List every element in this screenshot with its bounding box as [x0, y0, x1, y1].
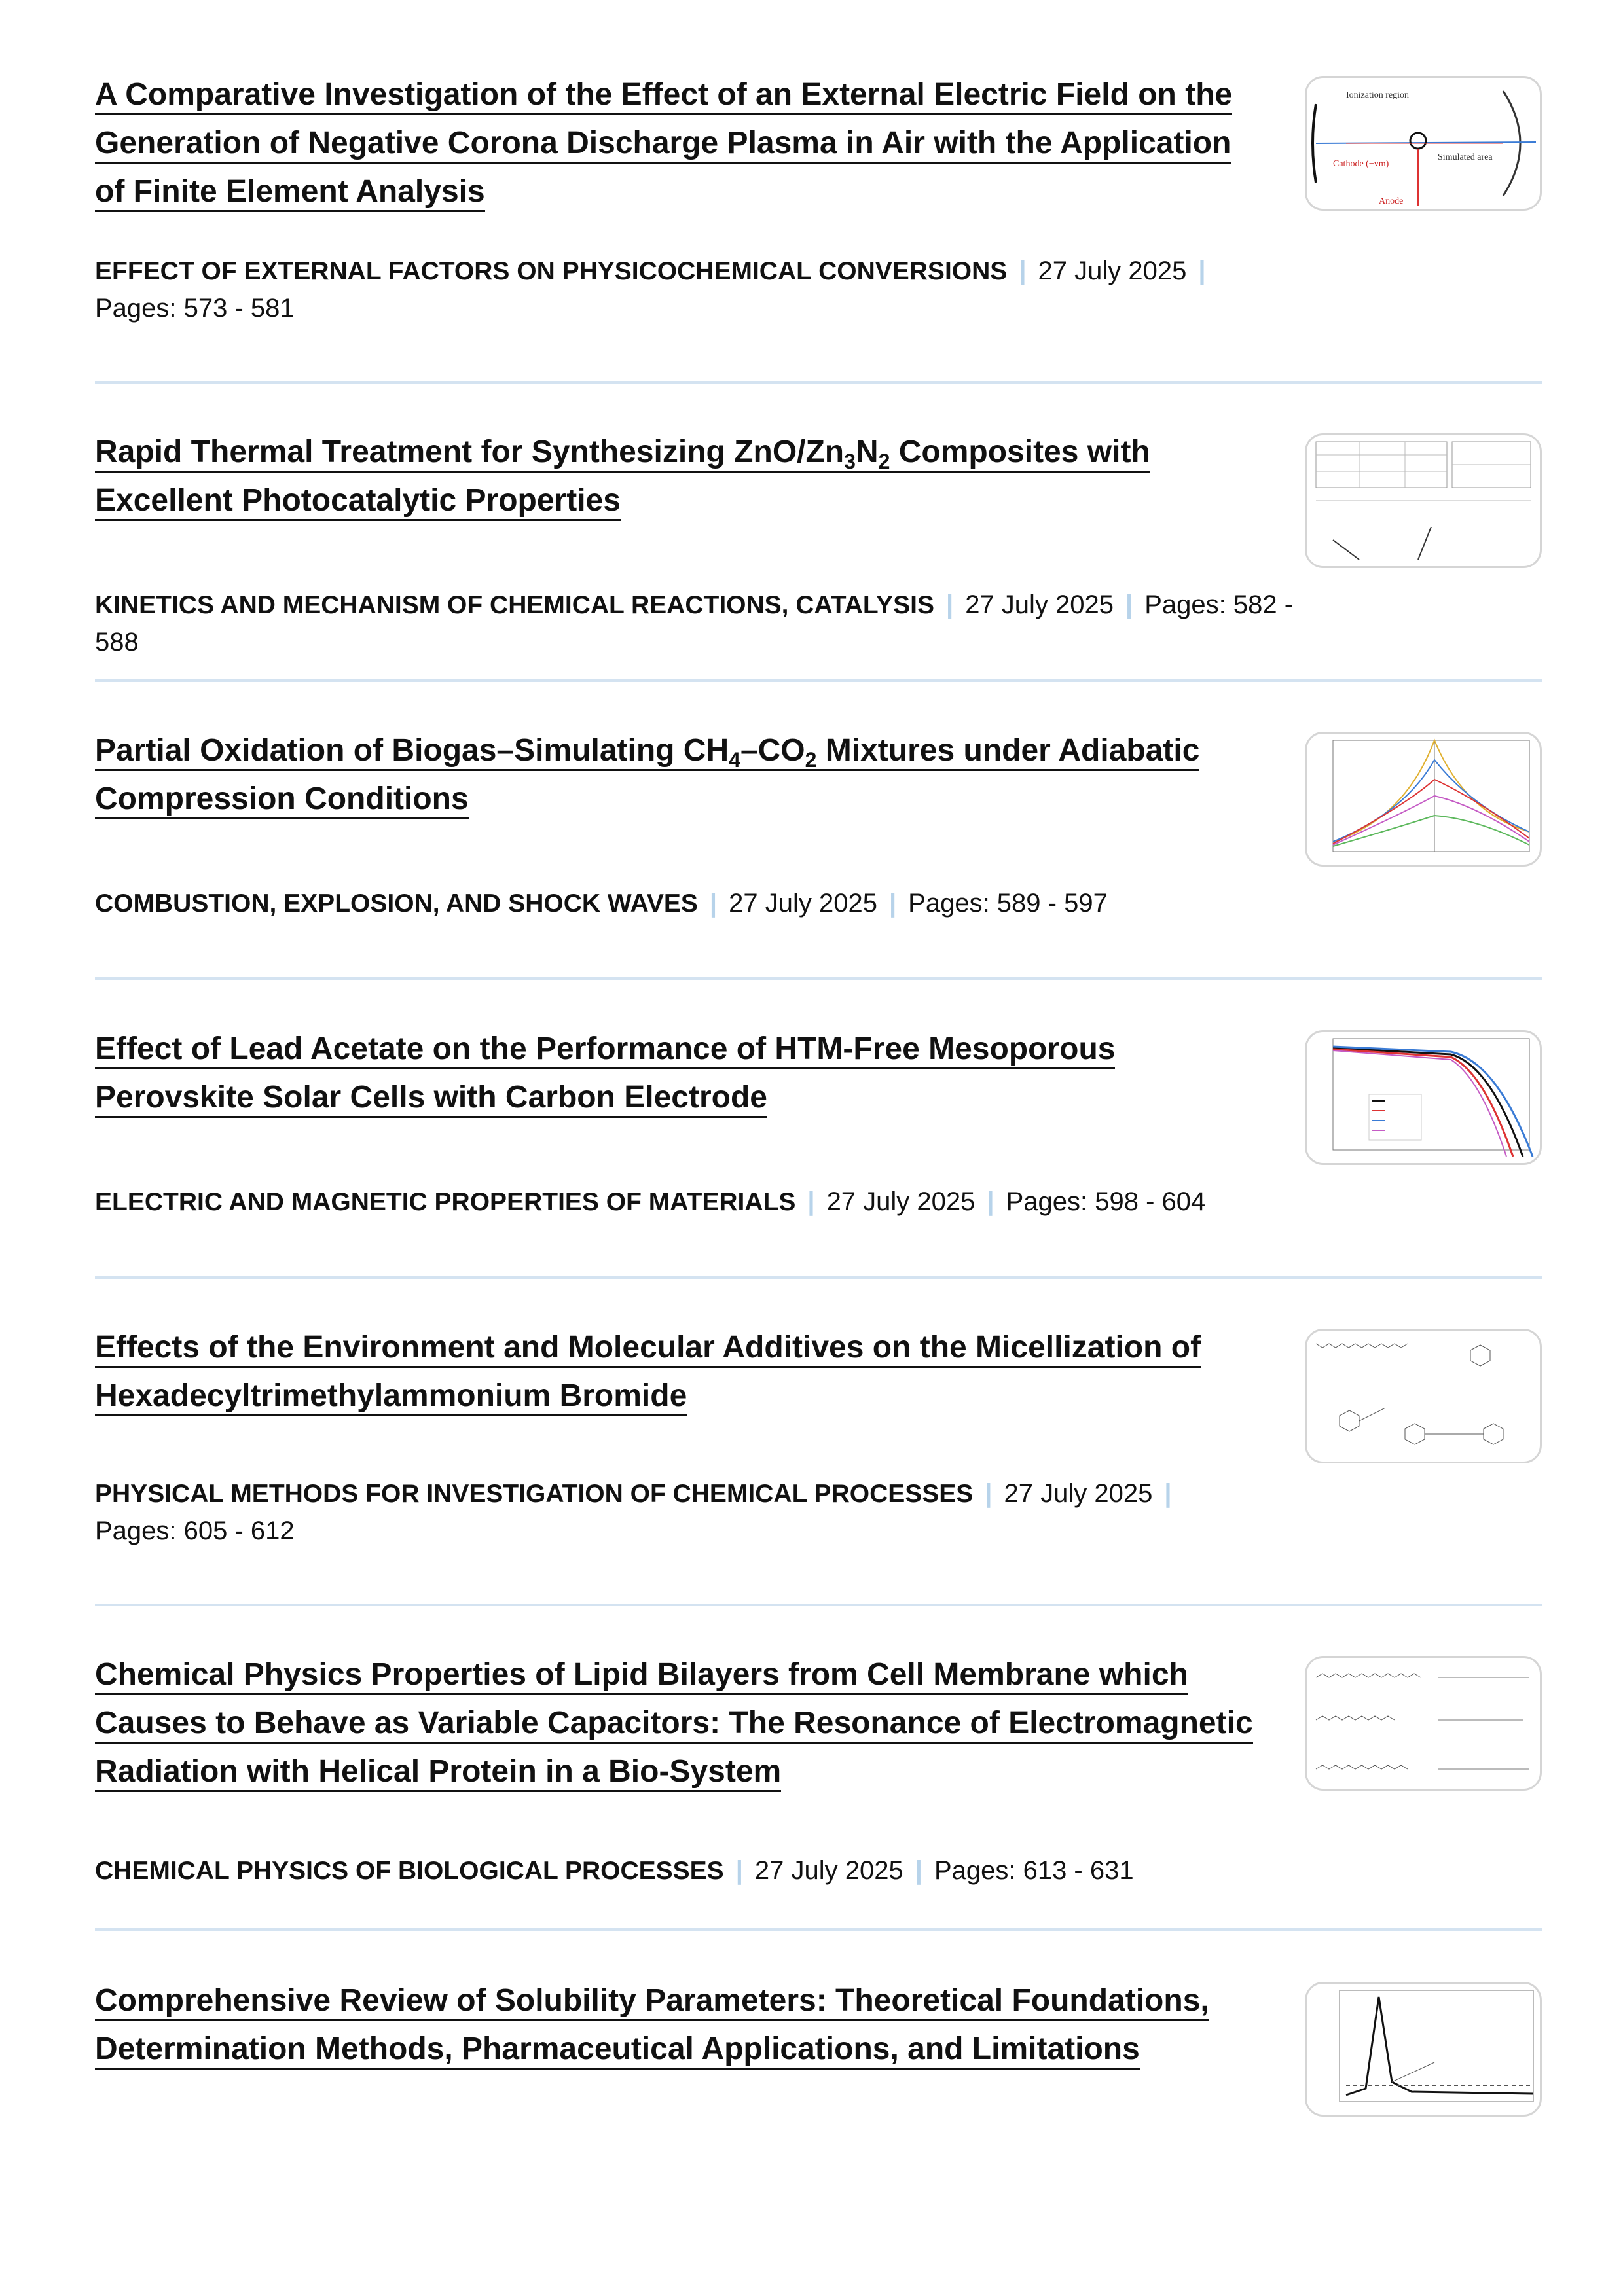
article-meta [95, 885, 1339, 922]
thumb-label-simulated: Simulated area [1438, 152, 1493, 162]
meta-separator: | [1198, 257, 1206, 285]
article-title [95, 71, 1260, 216]
article-title-link[interactable]: A Comparative Investigation of the Effect of an External Electric Field on the Generation of Negative Corona Discharge Plasma in Air with the Application of Finite Element Analysis [95, 77, 1232, 212]
article-item [95, 1977, 1542, 2173]
article-item [95, 1323, 1542, 1585]
thumb-label-anode: Anode [1379, 196, 1404, 206]
thumb-label-cathode: Cathode (−vm) [1333, 159, 1389, 169]
meta-separator: | [946, 590, 954, 619]
article-title [95, 726, 1260, 823]
article-title-link[interactable]: Comprehensive Review of Solubility Parameters: Theoretical Foundations, Determination Methods, Pharmaceutical Applications, and Limitations [95, 1983, 1209, 2070]
meta-separator: | [709, 889, 718, 918]
article-section-link[interactable]: CHEMICAL PHYSICS OF BIOLOGICAL PROCESSES [95, 1857, 724, 1885]
article-title [95, 428, 1260, 525]
article-divider [95, 679, 1542, 682]
article-item [95, 726, 1542, 936]
article-title-link[interactable]: Partial Oxidation of Biogas–Simulating $CH_4-CO_2$ Mixtures under Adiabatic Compression Conditions [95, 733, 1199, 819]
article-date: 27 July 2025 [754, 1856, 903, 1885]
lipid-structures-thumbnail[interactable] [1305, 1656, 1542, 1791]
meta-separator: | [987, 1187, 994, 1216]
article-title-link[interactable]: Effect of Lead Acetate on the Performance of HTM-Free Mesoporous Perovskite Solar Cells with Carbon Electrode [95, 1031, 1115, 1118]
article-title [95, 1025, 1260, 1122]
article-item [95, 71, 1542, 346]
article-meta [95, 1852, 1339, 1890]
article-meta [95, 586, 1339, 660]
article-meta [95, 1475, 1339, 1549]
article-pages: Pages: 573 - 581 [95, 294, 295, 323]
article-meta [95, 1183, 1339, 1221]
article-section-link[interactable]: KINETICS AND MECHANISM OF CHEMICAL REACTIONS, CATALYSIS [95, 591, 934, 619]
article-divider [95, 1604, 1542, 1606]
article-pages: Pages: 598 - 604 [1006, 1187, 1206, 1216]
meta-separator: | [1019, 257, 1027, 285]
article-section-link[interactable]: PHYSICAL METHODS FOR INVESTIGATION OF CHEMICAL PROCESSES [95, 1480, 974, 1508]
article-date: 27 July 2025 [1004, 1479, 1153, 1508]
article-title [95, 1977, 1260, 2073]
solubility-chart-thumbnail[interactable] [1305, 1982, 1542, 2117]
jv-curves-chart-thumbnail[interactable] [1305, 1030, 1542, 1165]
article-title-link[interactable]: Chemical Physics Properties of Lipid Bilayers from Cell Membrane which Causes to Behave as Variable Capacitors: The Resonance of Electromagnetic Radiation with Helical Protein in a Bio-System [95, 1657, 1253, 1792]
article-section-link[interactable]: EFFECT OF EXTERNAL FACTORS ON PHYSICOCHEMICAL CONVERSIONS [95, 257, 1008, 285]
meta-separator: | [985, 1479, 993, 1508]
molecular-structures-thumbnail[interactable] [1305, 1329, 1542, 1463]
article-date: 27 July 2025 [729, 889, 877, 918]
pressure-curves-chart-thumbnail[interactable] [1305, 732, 1542, 867]
article-divider [95, 1276, 1542, 1279]
article-pages: Pages: 589 - 597 [908, 889, 1108, 918]
article-pages: Pages: 613 - 631 [934, 1856, 1134, 1885]
meta-separator: | [807, 1187, 815, 1216]
meta-separator: | [1164, 1479, 1172, 1508]
meta-separator: | [1125, 590, 1133, 619]
article-pages: Pages: 605 - 612 [95, 1516, 295, 1545]
article-item [95, 1651, 1542, 1912]
article-date: 27 July 2025 [826, 1187, 976, 1216]
article-date: 27 July 2025 [965, 590, 1114, 619]
article-title-link[interactable]: Rapid Thermal Treatment for Synthesizing ZnO/$Zn_3N_2$ Composites with Excellent Photocatalytic Properties [95, 435, 1150, 521]
article-meta [95, 253, 1339, 327]
article-title-link[interactable]: Effects of the Environment and Molecular Additives on the Micellization of Hexadecyltrimethylammonium Bromide [95, 1330, 1201, 1416]
article-divider [95, 977, 1542, 980]
article-title [95, 1651, 1260, 1796]
article-divider [95, 381, 1542, 384]
meta-separator: | [888, 889, 897, 918]
corona-discharge-diagram-thumbnail[interactable] [1305, 76, 1542, 211]
thumb-label-ionization: Ionization region [1346, 90, 1410, 100]
article-date: 27 July 2025 [1038, 257, 1187, 285]
meta-separator: | [915, 1856, 922, 1885]
article-title [95, 1323, 1260, 1420]
article-section-link[interactable]: ELECTRIC AND MAGNETIC PROPERTIES OF MATERIALS [95, 1188, 796, 1216]
article-item [95, 1025, 1542, 1234]
article-pages: Pages: 582 - 588 [95, 590, 1294, 656]
meta-separator: | [735, 1856, 743, 1885]
article-divider [95, 1928, 1542, 1931]
table-and-diagram-thumbnail[interactable] [1305, 433, 1542, 568]
article-section-link[interactable]: COMBUSTION, EXPLOSION, AND SHOCK WAVES [95, 889, 698, 918]
article-item [95, 428, 1542, 656]
